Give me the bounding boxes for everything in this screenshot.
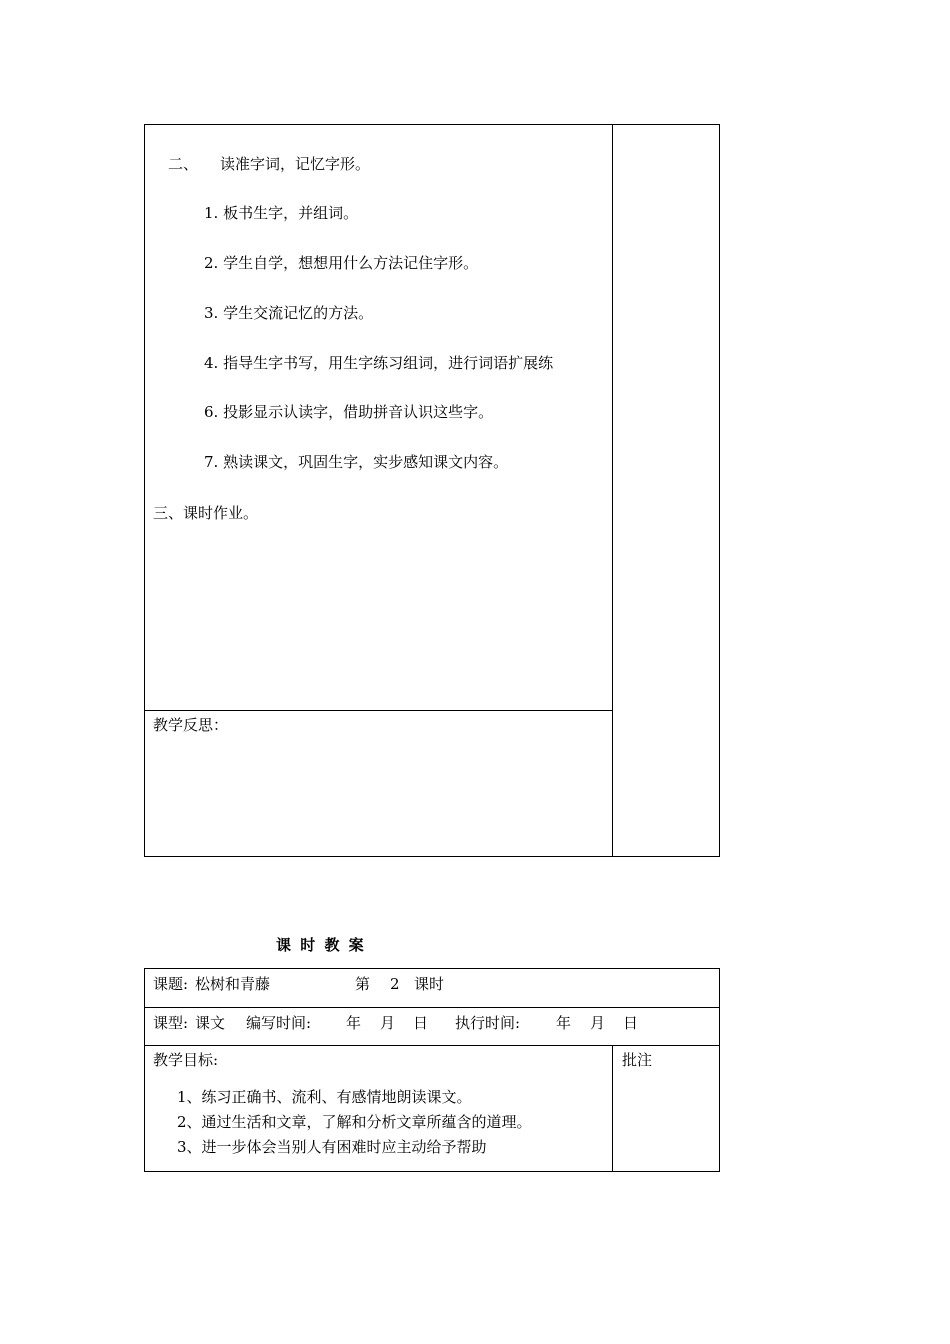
topic-label: 课题:: [153, 975, 189, 993]
period-unit: 课时: [414, 975, 445, 993]
table2-column-divider: [612, 1045, 613, 1172]
goal-item: 1、练习正确书、流利、有感情地朗读课文。: [177, 1088, 472, 1106]
step-item: 1. 板书生字，并组词。: [204, 204, 359, 222]
period-number: 2: [390, 975, 400, 993]
lesson-process-table: [144, 124, 720, 857]
section-3-heading: 三、课时作业。: [153, 504, 259, 522]
table2-row-divider-2: [144, 1045, 720, 1046]
notes-label: 批注: [622, 1051, 653, 1069]
step-item: 4. 指导生字书写，用生字练习组词，进行词语扩展练: [204, 354, 554, 372]
exec-time-label: 执行时间:: [455, 1014, 521, 1032]
write-time-label: 编写时间:: [246, 1014, 312, 1032]
type-value: 课文: [195, 1014, 226, 1032]
section-2-number: 二、: [168, 155, 199, 173]
table1-column-divider: [612, 124, 613, 857]
step-item: 6. 投影显示认读字，借助拼音认识这些字。: [204, 403, 494, 421]
step-item: 3. 学生交流记忆的方法。: [204, 304, 374, 322]
topic-value: 松树和青藤: [195, 975, 271, 993]
step-item: 7. 熟读课文，巩固生字，实步感知课文内容。: [204, 453, 509, 471]
goal-item: 2、通过生活和文章，了解和分析文章所蕴含的道理。: [177, 1113, 532, 1131]
write-month: 月: [380, 1014, 396, 1032]
period-di: 第: [355, 975, 371, 993]
write-year: 年: [346, 1014, 362, 1032]
goal-item: 3、进一步体会当别人有困难时应主动给予帮助: [177, 1138, 487, 1156]
type-label: 课型:: [153, 1014, 189, 1032]
teaching-reflection-label: 教学反思：: [153, 716, 229, 734]
table1-row-divider: [144, 710, 613, 711]
section-2-heading: 读准字词，记忆字形。: [220, 155, 371, 173]
write-day: 日: [413, 1014, 429, 1032]
lesson-plan-title: 课 时 教 案: [276, 936, 366, 954]
teaching-goals-label: 教学目标:: [153, 1051, 219, 1069]
exec-day: 日: [623, 1014, 639, 1032]
exec-month: 月: [590, 1014, 606, 1032]
table2-row-divider-1: [144, 1007, 720, 1008]
exec-year: 年: [556, 1014, 572, 1032]
step-item: 2. 学生自学，想想用什么方法记住字形。: [204, 254, 479, 272]
